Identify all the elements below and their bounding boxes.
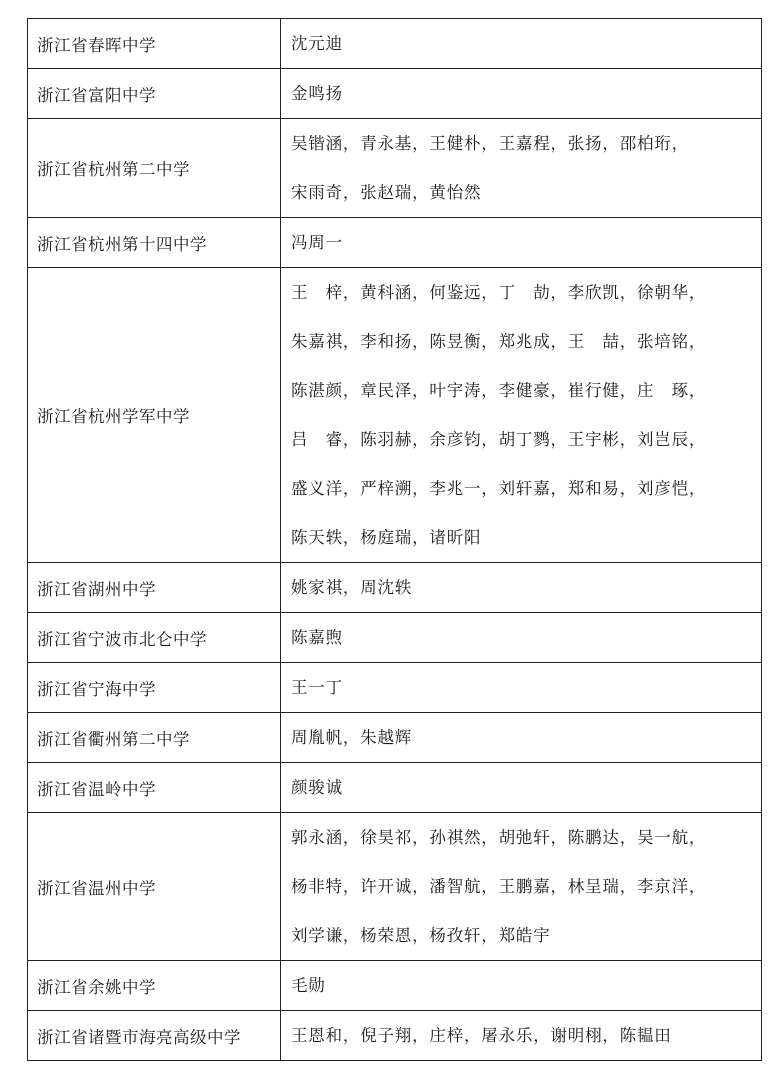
school-name-cell: 浙江省温州中学	[28, 813, 281, 961]
school-name-cell: 浙江省杭州第十四中学	[28, 218, 281, 268]
student-names-line: 颜骏诚	[291, 778, 343, 797]
table-row	[28, 19, 762, 69]
school-name-cell: 浙江省杭州第二中学	[28, 119, 281, 218]
school-name-cell: 浙江省杭州学军中学	[28, 268, 281, 563]
student-names-line: 刘学谦，杨荣恩，杨孜轩，郑皓宇	[291, 926, 551, 945]
student-names-cell	[281, 613, 762, 663]
school-name-cell: 浙江省湖州中学	[28, 563, 281, 613]
student-names-line: 王 梓，黄科涵，何鉴远，丁 劼，李欣凯，徐朝华，	[291, 283, 707, 302]
student-names-line: 毛勋	[291, 976, 326, 995]
student-names-line: 盛义洋，严梓溯，李兆一，刘轩嘉，郑和易，刘彦恺，	[291, 479, 707, 498]
student-names-line: 姚家祺，周沈轶	[291, 578, 413, 597]
student-names-line: 冯周一	[291, 233, 343, 252]
student-names-cell	[281, 119, 762, 218]
student-names-cell	[281, 268, 762, 563]
student-names-line: 周胤帆，朱越辉	[291, 728, 413, 747]
table-row	[28, 218, 762, 268]
student-names-line: 王恩和，倪子翔，庄梓，屠永乐，谢明栩，陈韫田	[291, 1026, 672, 1045]
student-names-line: 陈嘉煦	[291, 628, 343, 647]
student-names-cell	[281, 961, 762, 1011]
school-name-cell: 浙江省宁波市北仑中学	[28, 613, 281, 663]
table-row	[28, 268, 762, 563]
table-row	[28, 663, 762, 713]
table-row	[28, 813, 762, 961]
table-row	[28, 69, 762, 119]
table-row	[28, 763, 762, 813]
student-names-line: 吕 睿，陈羽赫，余彦钧，胡丁鹨，王宇彬，刘岂辰，	[291, 430, 707, 449]
award-table	[27, 18, 762, 1061]
student-names-line: 吴锴涵，青永基，王健朴，王嘉程，张扬，邵柏珩，	[291, 134, 689, 153]
school-name-cell: 浙江省诸暨市海亮高级中学	[28, 1011, 281, 1061]
student-names-cell	[281, 663, 762, 713]
student-names-cell	[281, 19, 762, 69]
student-names-cell	[281, 1011, 762, 1061]
student-names-cell	[281, 813, 762, 961]
student-names-cell	[281, 563, 762, 613]
student-names-line: 沈元迪	[291, 34, 343, 53]
school-name-cell: 浙江省春晖中学	[28, 19, 281, 69]
table-body	[28, 19, 762, 1061]
student-names-line: 郭永涵，徐昊祁，孙祺然，胡弛轩，陈鹏达，吴一航，	[291, 828, 707, 847]
student-names-cell	[281, 69, 762, 119]
table-row	[28, 613, 762, 663]
school-name-cell: 浙江省富阳中学	[28, 69, 281, 119]
student-names-line: 宋雨奇，张赵瑞，黄怡然	[291, 183, 482, 202]
table-row	[28, 713, 762, 763]
student-names-line: 陈天轶，杨庭瑞，诸昕阳	[291, 528, 482, 547]
table-row	[28, 119, 762, 218]
student-names-line: 朱嘉祺，李和扬，陈昱衡，郑兆成，王 喆，张培铭，	[291, 332, 707, 351]
student-names-cell	[281, 218, 762, 268]
student-names-line: 陈湛颜，章民泽，叶宇涛，李健豪，崔行健，庄 琢，	[291, 381, 707, 400]
student-names-line: 杨非特，许开诚，潘智航，王鹏嘉，林呈瑞，李京洋，	[291, 877, 707, 896]
table-row	[28, 1011, 762, 1061]
student-names-line: 金鸣扬	[291, 84, 343, 103]
table-row	[28, 563, 762, 613]
student-names-cell	[281, 763, 762, 813]
student-names-line: 王一丁	[291, 678, 343, 697]
school-name-cell: 浙江省宁海中学	[28, 663, 281, 713]
table-row	[28, 961, 762, 1011]
school-name-cell: 浙江省余姚中学	[28, 961, 281, 1011]
school-name-cell: 浙江省衢州第二中学	[28, 713, 281, 763]
school-name-cell: 浙江省温岭中学	[28, 763, 281, 813]
student-names-cell	[281, 713, 762, 763]
